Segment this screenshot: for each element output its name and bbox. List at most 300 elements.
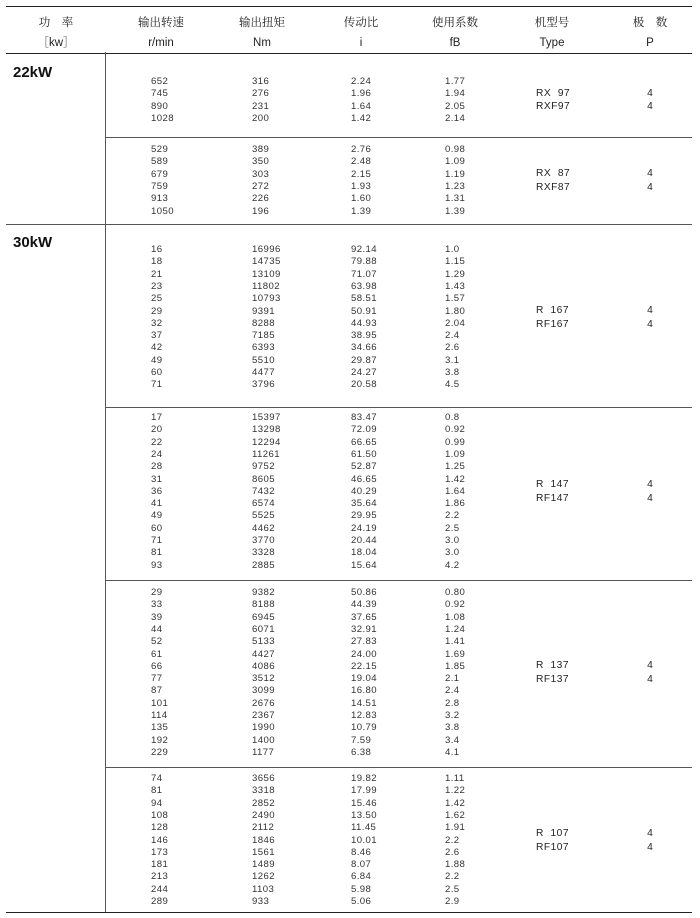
- speed-cell: 44: [151, 623, 163, 635]
- torque-cell: 200: [252, 112, 270, 124]
- table-row: [106, 773, 692, 785]
- header-sf-unit: fB: [449, 37, 461, 49]
- sf-cell: 1.25: [445, 461, 466, 473]
- sf-cell: 2.04: [445, 317, 466, 329]
- sf-cell: 1.88: [445, 859, 466, 871]
- ratio-cell: 37.65: [351, 611, 378, 623]
- table-row: [106, 822, 692, 834]
- speed-cell: 87: [151, 685, 163, 697]
- table-row: [106, 685, 692, 697]
- sf-cell: 1.94: [445, 88, 466, 100]
- table-row: [106, 193, 692, 205]
- speed-cell: 22: [151, 436, 163, 448]
- table-row: [106, 547, 692, 559]
- ratio-cell: 46.65: [351, 473, 378, 485]
- header-torque-label: 输出扭矩: [239, 17, 285, 29]
- block-separator: [106, 407, 692, 408]
- torque-cell: 1489: [252, 859, 275, 871]
- speed-cell: 25: [151, 293, 163, 305]
- ratio-cell: 10.79: [351, 722, 378, 734]
- torque-cell: 16996: [252, 244, 281, 255]
- model-type-line: RX 87: [536, 168, 571, 180]
- sf-cell: 1.09: [445, 156, 466, 168]
- sf-cell: 1.57: [445, 293, 466, 305]
- torque-cell: 7432: [252, 485, 275, 497]
- header-power-label: 功 率: [38, 17, 74, 29]
- torque-cell: 3770: [252, 535, 275, 546]
- torque-cell: 4427: [252, 648, 275, 660]
- speed-cell: 759: [151, 180, 169, 192]
- table-bottom-border: [6, 912, 692, 913]
- spec-table: [6, 6, 692, 912]
- model-type: [536, 478, 569, 505]
- ratio-cell: 44.93: [351, 317, 378, 329]
- torque-cell: 10793: [252, 293, 281, 305]
- torque-cell: 6071: [252, 623, 275, 635]
- table-row: [106, 379, 692, 391]
- sf-cell: 0.99: [445, 436, 466, 448]
- table-row: [106, 798, 692, 810]
- torque-cell: 1103: [252, 883, 275, 895]
- sf-cell: 1.43: [445, 280, 466, 292]
- ratio-cell: 92.14: [351, 244, 378, 255]
- pole-value: 4: [647, 101, 653, 113]
- header-speed-label: 输出转速: [138, 17, 184, 29]
- table-row: [106, 281, 692, 293]
- ratio-cell: 72.09: [351, 424, 378, 436]
- model-type: [536, 659, 569, 686]
- torque-cell: 4086: [252, 660, 275, 672]
- torque-cell: 6574: [252, 498, 275, 510]
- table-row: [106, 293, 692, 305]
- power-group-separator: [6, 224, 692, 225]
- torque-cell: 8605: [252, 473, 275, 485]
- sf-cell: 0.8: [445, 412, 460, 423]
- ratio-cell: 14.51: [351, 697, 378, 709]
- sf-cell: 1.15: [445, 256, 466, 268]
- sf-cell: 1.39: [445, 205, 466, 217]
- table-row: [106, 599, 692, 611]
- torque-cell: 276: [252, 88, 270, 100]
- torque-cell: 196: [252, 205, 270, 217]
- torque-cell: 9382: [252, 587, 275, 598]
- model-type-line: RF167: [536, 318, 570, 330]
- sf-cell: 2.6: [445, 846, 460, 858]
- torque-cell: 2112: [252, 822, 275, 834]
- ratio-cell: 29.95: [351, 510, 378, 522]
- table-row: [106, 461, 692, 473]
- sf-cell: 1.08: [445, 611, 466, 623]
- speed-cell: 28: [151, 461, 163, 473]
- speed-cell: 24: [151, 448, 163, 460]
- speed-cell: 23: [151, 280, 163, 292]
- torque-cell: 5525: [252, 510, 275, 522]
- torque-cell: 303: [252, 168, 270, 180]
- torque-cell: 3656: [252, 773, 275, 784]
- torque-cell: 933: [252, 896, 270, 907]
- model-type-line: R 147: [536, 479, 570, 491]
- ratio-cell: 19.04: [351, 673, 378, 685]
- torque-cell: 15397: [252, 412, 281, 423]
- sf-cell: 1.64: [445, 485, 466, 497]
- sf-cell: 2.4: [445, 685, 460, 697]
- header-poles-label: 极 数: [632, 17, 668, 29]
- sf-cell: 1.86: [445, 498, 466, 510]
- table-row: [106, 785, 692, 797]
- ratio-cell: 6.38: [351, 746, 372, 758]
- ratio-cell: 12.83: [351, 710, 378, 721]
- table-row: [106, 169, 692, 181]
- table-row: [106, 859, 692, 871]
- ratio-cell: 16.80: [351, 685, 378, 697]
- torque-cell: 1400: [252, 734, 275, 746]
- torque-cell: 2676: [252, 697, 275, 709]
- table-row: [106, 330, 692, 342]
- sf-cell: 2.2: [445, 871, 460, 883]
- header-sf-label: 使用系数: [432, 17, 478, 29]
- sf-cell: 3.8: [445, 722, 460, 734]
- pole-count: [640, 827, 660, 854]
- speed-cell: 49: [151, 354, 163, 366]
- pole-value: 4: [647, 168, 653, 180]
- speed-cell: 128: [151, 822, 169, 834]
- ratio-cell: 1.42: [351, 112, 372, 124]
- ratio-cell: 17.99: [351, 785, 378, 797]
- sf-cell: 1.22: [445, 785, 466, 797]
- speed-cell: 66: [151, 660, 163, 672]
- header-poles-unit: P: [646, 37, 654, 49]
- ratio-cell: 20.44: [351, 535, 378, 546]
- ratio-cell: 15.46: [351, 797, 378, 809]
- ratio-cell: 8.46: [351, 846, 372, 858]
- ratio-cell: 2.15: [351, 168, 372, 180]
- model-type-line: R 107: [536, 828, 570, 839]
- table-row: [106, 810, 692, 822]
- speed-cell: 93: [151, 559, 163, 571]
- torque-cell: 316: [252, 76, 270, 87]
- speed-cell: 213: [151, 871, 169, 883]
- torque-cell: 13298: [252, 424, 281, 436]
- model-type-line: RF137: [536, 673, 570, 685]
- sf-cell: 3.8: [445, 367, 460, 378]
- pole-value: 4: [647, 492, 653, 504]
- torque-cell: 6393: [252, 342, 275, 354]
- sf-cell: 1.85: [445, 660, 466, 672]
- table-row: [106, 612, 692, 624]
- ratio-cell: 29.87: [351, 354, 378, 366]
- sf-cell: 2.2: [445, 834, 460, 846]
- header-power: [28, 16, 84, 50]
- ratio-cell: 2.76: [351, 144, 372, 155]
- ratio-cell: 24.19: [351, 522, 378, 534]
- header-ratio-unit: i: [359, 37, 363, 49]
- table-row: [106, 661, 692, 673]
- pole-count: [640, 659, 660, 686]
- sf-cell: 1.41: [445, 636, 466, 648]
- torque-cell: 7185: [252, 330, 275, 342]
- ratio-cell: 1.60: [351, 193, 372, 205]
- ratio-cell: 35.64: [351, 498, 378, 510]
- sf-cell: 2.9: [445, 896, 460, 907]
- ratio-cell: 2.48: [351, 156, 372, 168]
- table-row: [106, 437, 692, 449]
- ratio-cell: 27.83: [351, 636, 378, 648]
- header-type-label: 机型号: [534, 17, 570, 29]
- table-row: [106, 424, 692, 436]
- speed-cell: 652: [151, 76, 169, 87]
- table-row: [106, 412, 692, 424]
- speed-cell: 71: [151, 379, 163, 391]
- speed-cell: 42: [151, 342, 163, 354]
- speed-cell: 1028: [151, 112, 174, 124]
- header-ratio: [331, 16, 391, 50]
- header-type-unit: Type: [539, 37, 565, 49]
- table-row: [106, 244, 692, 256]
- pole-value: 4: [647, 660, 653, 672]
- model-type-line: RF147: [536, 492, 570, 504]
- model-type-line: RX 97: [536, 87, 571, 99]
- table-row: [106, 896, 692, 908]
- header-torque-unit: Nm: [253, 37, 271, 49]
- torque-cell: 226: [252, 193, 270, 205]
- ratio-cell: 5.98: [351, 883, 372, 895]
- speed-cell: 29: [151, 305, 163, 317]
- table-row: [106, 847, 692, 859]
- header-speed-unit: r/min: [148, 37, 174, 49]
- sf-cell: 1.0: [445, 244, 460, 255]
- table-row: [106, 449, 692, 461]
- torque-cell: 9391: [252, 305, 275, 317]
- speed-cell: 81: [151, 547, 163, 559]
- table-row: [106, 871, 692, 883]
- pole-count: [640, 478, 660, 505]
- sf-cell: 0.98: [445, 144, 466, 155]
- table-row: [106, 722, 692, 734]
- table-row: [106, 510, 692, 522]
- speed-cell: 114: [151, 710, 168, 721]
- torque-cell: 3796: [252, 379, 275, 391]
- ratio-cell: 10.01: [351, 834, 378, 846]
- table-row: [106, 649, 692, 661]
- torque-cell: 1177: [252, 746, 275, 758]
- table-row: [106, 560, 692, 572]
- torque-cell: 6945: [252, 611, 275, 623]
- sf-cell: 3.2: [445, 710, 460, 721]
- sf-cell: 1.19: [445, 168, 466, 180]
- pole-value: 4: [647, 841, 653, 853]
- speed-cell: 16: [151, 244, 163, 255]
- table-row: [106, 587, 692, 599]
- table-row: [106, 673, 692, 685]
- torque-cell: 13109: [252, 268, 281, 280]
- ratio-cell: 18.04: [351, 547, 378, 559]
- speed-cell: 745: [151, 88, 169, 100]
- speed-cell: 135: [151, 722, 169, 734]
- speed-cell: 1050: [151, 205, 174, 217]
- ratio-cell: 7.59: [351, 734, 372, 746]
- speed-cell: 21: [151, 268, 163, 280]
- sf-cell: 1.23: [445, 180, 466, 192]
- torque-cell: 1846: [252, 834, 275, 846]
- model-type: [536, 167, 570, 194]
- table-row: [106, 113, 692, 125]
- table-row: [106, 710, 692, 722]
- torque-cell: 5510: [252, 354, 275, 366]
- torque-cell: 272: [252, 180, 270, 192]
- table-row: [106, 535, 692, 547]
- torque-cell: 2367: [252, 710, 275, 721]
- header-torque: [232, 16, 292, 50]
- table-row: [106, 636, 692, 648]
- ratio-cell: 5.06: [351, 896, 372, 907]
- sf-cell: 1.09: [445, 448, 466, 460]
- sf-cell: 1.29: [445, 268, 466, 280]
- ratio-cell: 24.27: [351, 367, 378, 378]
- torque-cell: 11261: [252, 448, 280, 460]
- header-poles: [620, 16, 680, 50]
- table-row: [106, 523, 692, 535]
- speed-cell: 589: [151, 156, 169, 168]
- torque-cell: 4462: [252, 522, 275, 534]
- sf-cell: 1.91: [445, 822, 466, 834]
- sf-cell: 3.4: [445, 734, 460, 746]
- ratio-cell: 1.93: [351, 180, 372, 192]
- model-type: [536, 827, 569, 854]
- speed-cell: 41: [151, 498, 163, 510]
- pole-value: 4: [647, 181, 653, 193]
- ratio-cell: 11.45: [351, 822, 377, 834]
- header-sf: [420, 16, 490, 50]
- pole-value: 4: [647, 305, 653, 317]
- table-row: [106, 355, 692, 367]
- header-power-unit: ［kw］: [37, 37, 75, 49]
- speed-cell: 61: [151, 648, 163, 660]
- ratio-cell: 34.66: [351, 342, 378, 354]
- block-separator: [106, 137, 692, 138]
- pole-value: 4: [647, 318, 653, 330]
- ratio-cell: 52.87: [351, 461, 378, 473]
- ratio-cell: 32.91: [351, 623, 378, 635]
- sf-cell: 3.0: [445, 535, 460, 546]
- speed-cell: 71: [151, 535, 163, 546]
- torque-cell: 4477: [252, 367, 275, 378]
- torque-cell: 12294: [252, 436, 281, 448]
- ratio-cell: 6.84: [351, 871, 372, 883]
- sf-cell: 1.62: [445, 809, 466, 821]
- torque-cell: 14735: [252, 256, 281, 268]
- sf-cell: 2.2: [445, 510, 460, 522]
- speed-cell: 108: [151, 809, 169, 821]
- pole-count: [640, 304, 660, 331]
- ratio-cell: 19.82: [351, 773, 378, 784]
- speed-cell: 37: [151, 330, 163, 342]
- pole-count: [640, 87, 660, 114]
- ratio-cell: 8.07: [351, 859, 372, 871]
- sf-cell: 2.6: [445, 342, 460, 354]
- ratio-cell: 13.50: [351, 809, 378, 821]
- power-rating: 22kW: [13, 64, 53, 81]
- model-type-line: R 167: [536, 305, 570, 317]
- speed-cell: 529: [151, 144, 169, 155]
- table-row: [106, 835, 692, 847]
- speed-cell: 74: [151, 773, 163, 784]
- table-row: [106, 256, 692, 268]
- speed-cell: 146: [151, 834, 169, 846]
- ratio-cell: 38.95: [351, 330, 378, 342]
- table-row: [106, 747, 692, 759]
- table-row: [106, 156, 692, 168]
- speed-cell: 17: [151, 412, 163, 423]
- speed-cell: 33: [151, 599, 163, 611]
- ratio-cell: 22.15: [351, 660, 378, 672]
- sf-cell: 2.8: [445, 697, 460, 709]
- pole-value: 4: [647, 479, 653, 491]
- table-row: [106, 735, 692, 747]
- sf-cell: 2.14: [445, 112, 466, 124]
- model-type-line: R 137: [536, 660, 570, 672]
- sf-cell: 1.69: [445, 648, 466, 660]
- ratio-cell: 63.98: [351, 280, 378, 292]
- torque-cell: 3328: [252, 547, 275, 559]
- torque-cell: 1561: [252, 846, 275, 858]
- ratio-cell: 58.51: [351, 293, 378, 305]
- table-row: [106, 474, 692, 486]
- sf-cell: 1.11: [445, 773, 465, 784]
- torque-cell: 1262: [252, 871, 275, 883]
- torque-cell: 3099: [252, 685, 275, 697]
- speed-cell: 81: [151, 785, 163, 797]
- ratio-cell: 1.64: [351, 100, 372, 112]
- table-row: [106, 144, 692, 156]
- ratio-cell: 1.96: [351, 88, 372, 100]
- torque-cell: 11802: [252, 280, 280, 292]
- sf-cell: 4.2: [445, 559, 460, 571]
- torque-cell: 2852: [252, 797, 275, 809]
- header-speed: [131, 16, 191, 50]
- sf-cell: 1.31: [445, 193, 466, 205]
- table-row: [106, 624, 692, 636]
- pole-count: [640, 167, 660, 194]
- sf-cell: 0.80: [445, 587, 466, 598]
- speed-cell: 77: [151, 673, 163, 685]
- torque-cell: 2885: [252, 559, 275, 571]
- sf-cell: 1.24: [445, 623, 466, 635]
- model-type-line: RXF97: [536, 101, 571, 113]
- ratio-cell: 20.58: [351, 379, 378, 391]
- table-row: [106, 342, 692, 354]
- table-header: [6, 6, 692, 54]
- sf-cell: 1.80: [445, 305, 466, 317]
- model-type-line: RF107: [536, 841, 570, 853]
- sf-cell: 2.4: [445, 330, 460, 342]
- speed-cell: 39: [151, 611, 163, 623]
- pole-value: 4: [647, 828, 653, 839]
- ratio-cell: 24.00: [351, 648, 378, 660]
- table-row: [106, 206, 692, 218]
- torque-cell: 350: [252, 156, 270, 168]
- table-row: [106, 498, 692, 510]
- speed-cell: 31: [151, 473, 163, 485]
- model-type: [536, 304, 569, 331]
- sf-cell: 1.42: [445, 797, 466, 809]
- table-row: [106, 367, 692, 379]
- ratio-cell: 15.64: [351, 559, 378, 571]
- block-separator: [106, 580, 692, 581]
- speed-cell: 52: [151, 636, 163, 648]
- speed-cell: 913: [151, 193, 169, 205]
- table-row: [106, 884, 692, 896]
- table-row: [106, 318, 692, 330]
